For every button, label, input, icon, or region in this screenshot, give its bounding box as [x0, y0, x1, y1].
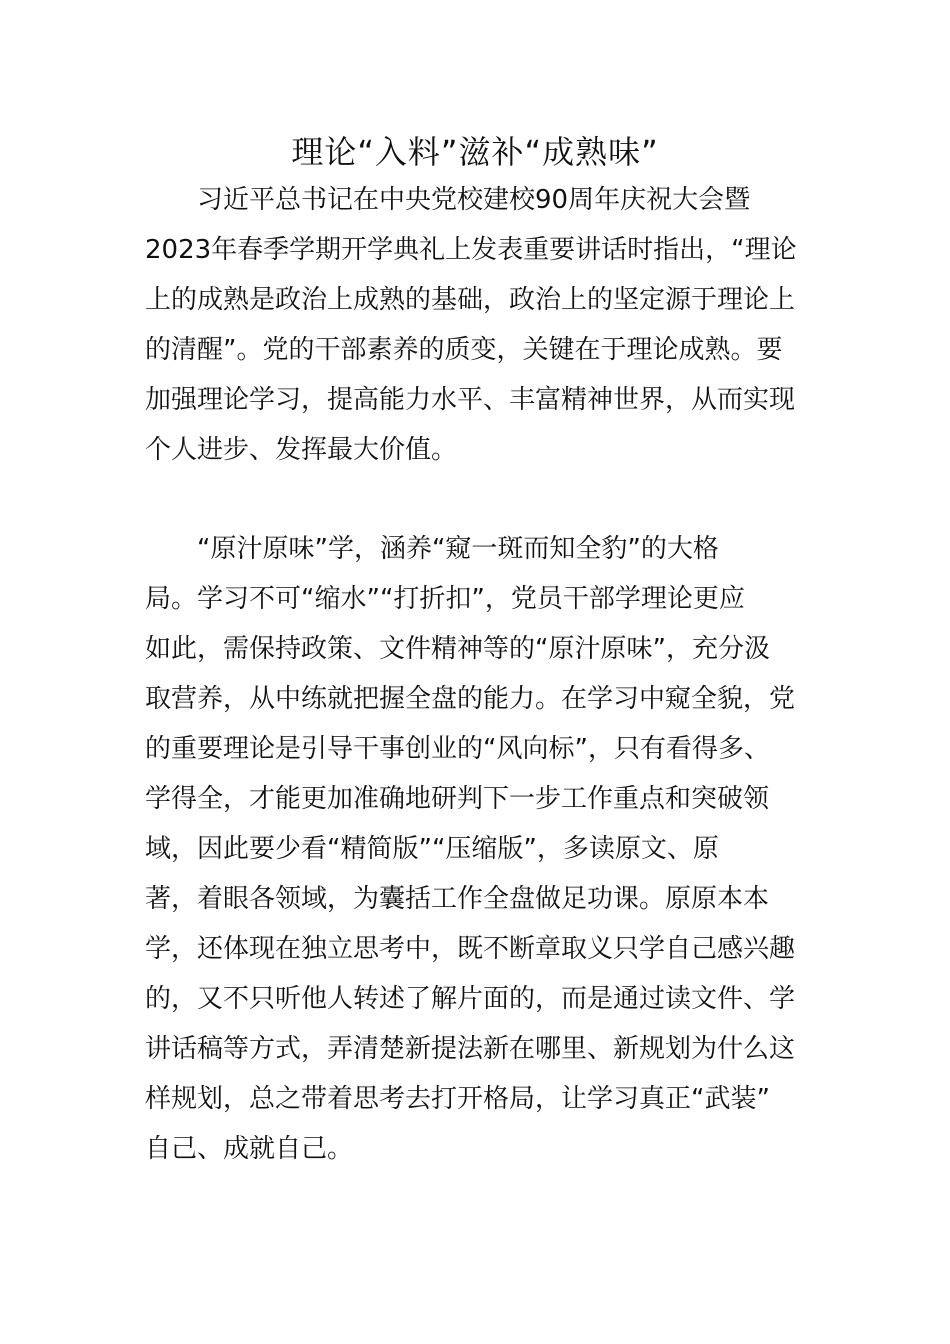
document-title: 理论“入料”滋补“成熟味” — [291, 133, 659, 171]
paragraph-line: “原汁原味”学，涵养“窥一斑而知全豹”的大格 — [145, 534, 719, 564]
paragraph-line: 学得全，才能更加准确地研判下一步工作重点和突破领 — [145, 784, 770, 814]
paragraph-line: 的，又不只听他人转述了解片面的，而是通过读文件、学 — [145, 984, 796, 1014]
paragraph-line: 2023年春季学期开学典礼上发表重要讲话时指出，“理论 — [145, 235, 797, 265]
paragraph-line: 著，着眼各领域，为囊括工作全盘做足功课。原原本本 — [145, 884, 770, 914]
paragraph-line: 的清醒”。党的干部素养的质变，关键在于理论成熟。要 — [145, 335, 783, 365]
paragraph-line: 个人进步、发挥最大价值。 — [145, 435, 458, 465]
paragraph-line: 局。学习不可“缩水”“打折扣”，党员干部学理论更应 — [145, 584, 745, 614]
paragraph-line: 自己、成就自己。 — [145, 1134, 354, 1164]
paragraph-line: 上的成熟是政治上成熟的基础，政治上的坚定源于理论上 — [145, 285, 796, 315]
paragraph-line: 的重要理论是引导干事创业的“风向标”，只有看得多、 — [145, 734, 770, 764]
paragraph-line: 域，因此要少看“精简版”“压缩版”，多读原文、原 — [145, 834, 719, 864]
paragraph-line: 取营养，从中练就把握全盘的能力。在学习中窥全貌，党 — [145, 684, 796, 714]
paragraph-line: 学，还体现在独立思考中，既不断章取义只学自己感兴趣 — [145, 934, 796, 964]
paragraph-line: 讲话稿等方式，弄清楚新提法新在哪里、新规划为什么这 — [145, 1034, 796, 1064]
paragraph-line: 如此，需保持政策、文件精神等的“原汁原味”，充分汲 — [145, 634, 770, 664]
paragraph-line: 样规划，总之带着思考去打开格局，让学习真正“武装” — [145, 1084, 770, 1114]
paragraph-line: 加强理论学习，提高能力水平、丰富精神世界，从而实现 — [145, 385, 796, 415]
paragraph-line: 习近平总书记在中央党校建校90周年庆祝大会暨 — [145, 185, 751, 215]
